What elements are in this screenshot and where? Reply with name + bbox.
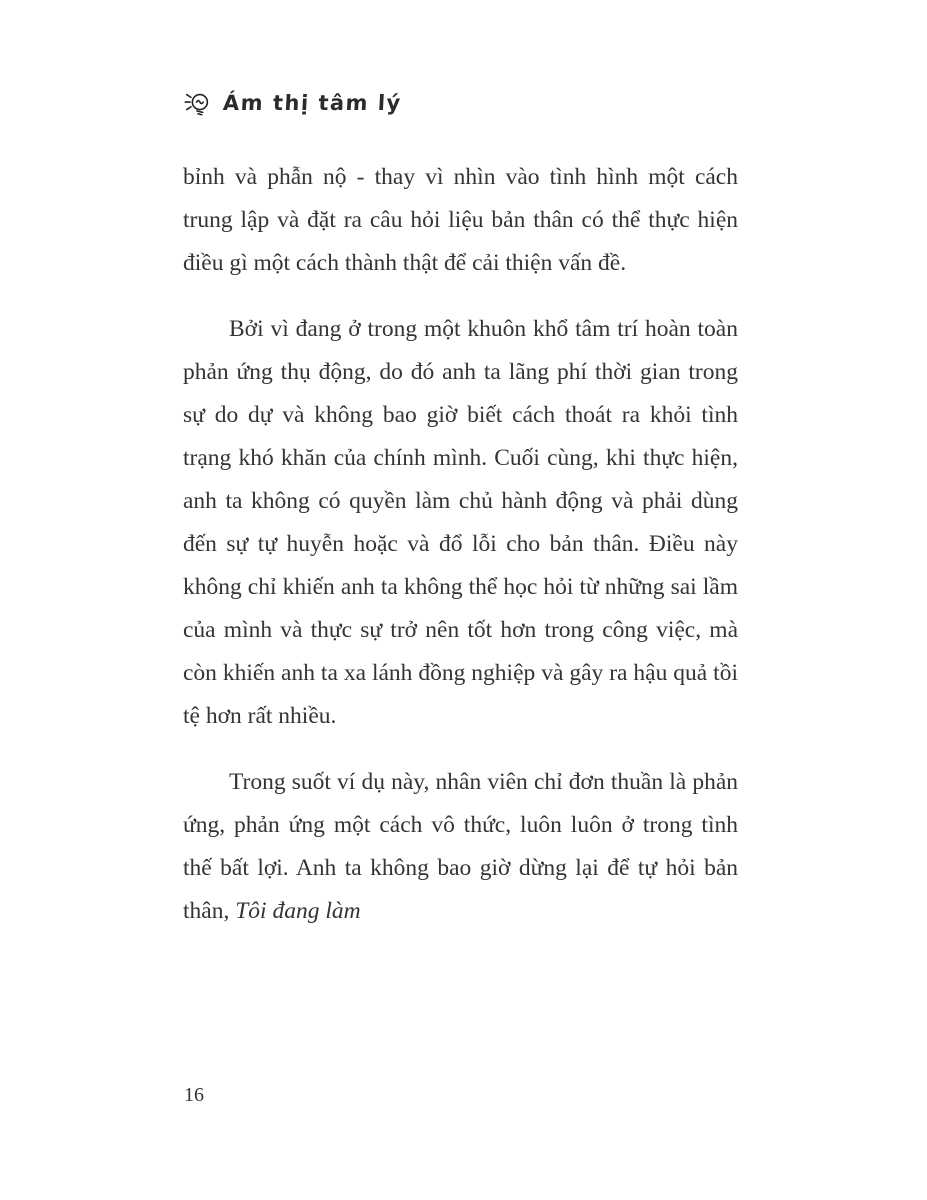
running-header bbox=[183, 86, 738, 120]
paragraph-2: Bởi vì đang ở trong một khuôn khổ tâm trí hoàn toàn phản ứng thụ động, do đó anh ta lãng phí thời gian trong sự do dự và không bao giờ biết cách thoát ra khỏi tình trạng khó khăn của chính mình. Cuối cùng, khi thực hiện, anh ta không có quyền làm chủ hành động và phải dùng đến sự tự huyễn hoặc và đổ lỗi cho bản thân. Điều này không chỉ khiến anh ta không thể học hỏi từ những sai lầm của mình và thực sự trở nên tốt hơn trong công việc, mà còn khiến anh ta xa lánh đồng nghiệp và gây ra hậu quả tồi tệ hơn rất nhiều. bbox=[183, 316, 738, 729]
paragraph-3 bbox=[183, 761, 738, 933]
body-text bbox=[183, 156, 738, 933]
italic-phrase: Tôi đang làm bbox=[235, 898, 361, 924]
book-page bbox=[183, 86, 738, 956]
paragraph-3-text: Trong suốt ví dụ này, nhân viên chỉ đơn thuần là phản ứng, phản ứng một cách vô thức, luôn luôn ở trong tình thế bất lợi. Anh ta không bao giờ dừng lại để tự hỏi bản thân, bbox=[183, 769, 738, 924]
running-header-title: Ám thị tâm lý bbox=[222, 91, 403, 115]
page-number: 16 bbox=[184, 1084, 204, 1106]
lightbulb-doodle-icon bbox=[183, 88, 213, 118]
paragraph-1: bỉnh và phẫn nộ - thay vì nhìn vào tình hình một cách trung lập và đặt ra câu hỏi liệu bản thân có thể thực hiện điều gì một cách thành thật để cải thiện vấn đề. bbox=[183, 164, 738, 276]
